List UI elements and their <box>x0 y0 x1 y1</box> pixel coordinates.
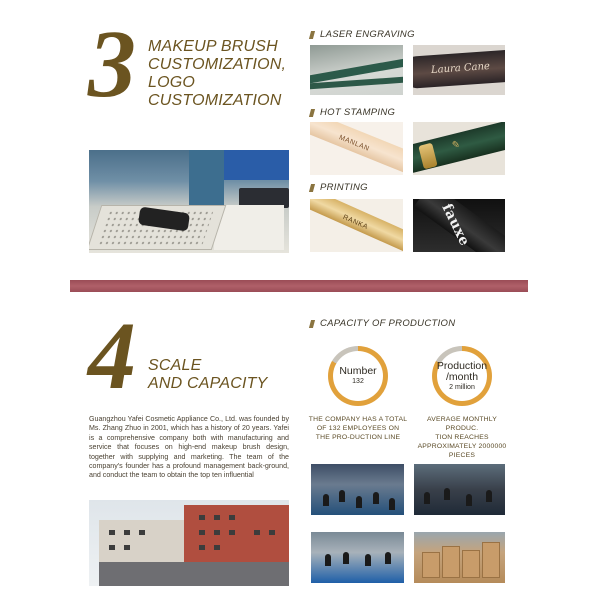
printing-photo-1 <box>310 199 403 252</box>
printed-logo-text-white: fauxe <box>438 201 473 249</box>
carton <box>442 546 460 578</box>
catalog-page <box>70 0 528 600</box>
printing-photo-2 <box>413 199 505 252</box>
ring-inner <box>333 351 383 401</box>
bar-icon <box>309 31 315 39</box>
hot-stamp-logo-text: MANLAN <box>337 134 371 153</box>
window <box>214 515 220 520</box>
worker <box>373 492 379 504</box>
window <box>109 530 115 535</box>
factory-floor-photo-2 <box>414 464 505 515</box>
worker <box>343 552 349 564</box>
worker <box>385 552 391 564</box>
window <box>269 530 275 535</box>
caption-line: THE COMPANY HAS A TOTAL <box>308 416 408 423</box>
window <box>199 545 205 550</box>
bar-icon <box>309 109 315 117</box>
building-base <box>99 562 289 586</box>
section-number-3: 3 <box>88 10 136 117</box>
window <box>254 530 260 535</box>
stat2-value: 2 million <box>449 383 475 391</box>
section4-title-line: SCALE <box>148 357 202 374</box>
worker <box>323 494 329 506</box>
carton <box>422 552 440 578</box>
section-divider <box>70 280 528 292</box>
capacity-label <box>310 318 455 329</box>
printed-logo-text: RANKA <box>341 213 369 232</box>
window <box>199 515 205 520</box>
stat2-title-2: /month <box>445 370 479 383</box>
carton <box>462 550 480 578</box>
stat1-title: Number <box>339 365 377 377</box>
stat2-title-1: Production <box>436 359 488 372</box>
section3-title-line: CUSTOMIZATION <box>148 92 282 109</box>
section4-title-line: AND CAPACITY <box>148 375 268 392</box>
factory-building-photo <box>89 500 289 586</box>
bar-icon <box>309 184 315 192</box>
gold-script-logo: ✎ <box>449 139 461 152</box>
laser-engraving-label <box>310 29 415 40</box>
section-number-4: 4 <box>88 302 136 409</box>
warehouse-photo <box>414 532 505 583</box>
worker <box>356 496 362 508</box>
stat1-value: 132 <box>352 378 364 385</box>
window <box>214 530 220 535</box>
factory-floor-photo-3 <box>311 532 404 583</box>
caption-line: TION REACHES <box>435 434 489 441</box>
hot-stamping-text: HOT STAMPING <box>320 107 396 118</box>
carton <box>482 542 500 578</box>
workbench <box>214 205 284 250</box>
employee-caption <box>306 415 410 442</box>
worker <box>466 494 472 506</box>
factory-floor-photo-1 <box>311 464 404 515</box>
laser-engraving-text: LASER ENGRAVING <box>320 29 415 40</box>
section3-title-line: MAKEUP BRUSH <box>148 38 278 55</box>
bar-icon <box>309 320 315 328</box>
window <box>109 545 115 550</box>
production-caption <box>410 415 514 460</box>
window <box>199 530 205 535</box>
window <box>124 530 130 535</box>
window <box>229 530 235 535</box>
worker <box>365 554 371 566</box>
worker <box>444 488 450 500</box>
section4-title <box>148 357 298 393</box>
company-description: Guangzhou Yafei Cosmetic Appliance Co., Ltd. was founded by Ms. Zhang Zhuo in 2001, which has a history of 20 years. Yafei is a comprehensive company both with manufacturing and service that focuses on high-end makeup brush design, together with supplying and marketing. The team of the company's founder has a profound management back-ground, and conduct the team to obtain the top ten influential <box>89 415 289 480</box>
printing-label <box>310 182 368 193</box>
laser-machine-photo <box>89 150 289 253</box>
machine-bins <box>224 150 289 180</box>
employee-count-ring <box>328 346 388 406</box>
laser-sample-photo-2 <box>413 45 505 95</box>
laser-logo-text: Laura Cane <box>430 60 491 77</box>
ring-inner <box>437 351 487 401</box>
worker <box>424 492 430 504</box>
window <box>139 530 145 535</box>
worker <box>325 554 331 566</box>
printing-text: PRINTING <box>320 182 368 193</box>
caption-line: AVERAGE MONTHLY PRODUC. <box>427 416 497 432</box>
window <box>214 545 220 550</box>
capacity-text: CAPACITY OF PRODUCTION <box>320 318 456 329</box>
caption-line: THE PRO-DUCTION LINE <box>315 434 401 441</box>
caption-line: APPROXIMATELY 2000000 PIECES <box>417 443 507 459</box>
hot-stamping-photo-1 <box>310 122 403 175</box>
worker <box>486 490 492 502</box>
laser-sample-photo-1 <box>310 45 403 95</box>
window <box>124 545 130 550</box>
section3-title-line: LOGO <box>148 74 196 91</box>
window <box>229 515 235 520</box>
section3-title-line: CUSTOMIZATION, <box>148 56 287 73</box>
worker <box>339 490 345 502</box>
caption-line: OF 132 EMPLOYEES ON <box>316 425 400 432</box>
production-ring <box>432 346 492 406</box>
worker <box>389 498 395 510</box>
hot-stamping-photo-2 <box>413 122 505 175</box>
section3-title <box>148 38 298 110</box>
hot-stamping-label <box>310 107 395 118</box>
